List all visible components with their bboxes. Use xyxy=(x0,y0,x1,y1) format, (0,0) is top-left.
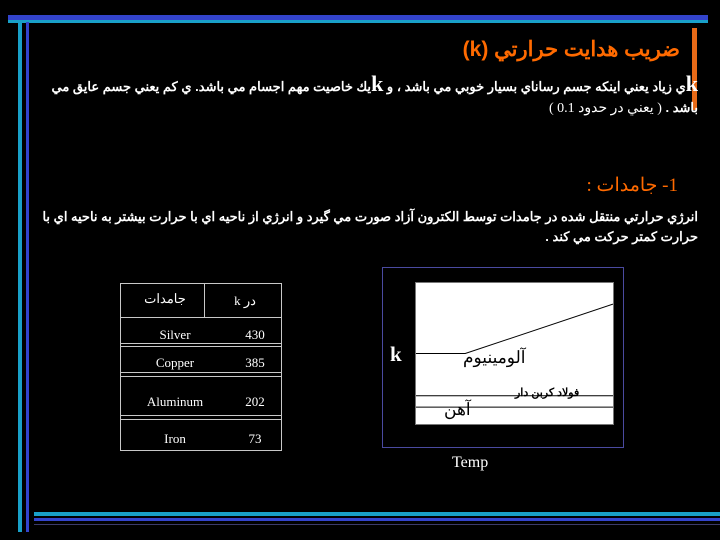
frame-left-accent xyxy=(18,22,22,532)
section-heading: 1- جامدات : xyxy=(586,175,678,196)
table-cell-name: Iron xyxy=(135,431,215,447)
table-header-material: جامدات xyxy=(130,291,200,307)
table-cell-name: Aluminum xyxy=(141,394,209,410)
frame-bottom-accent xyxy=(34,512,720,516)
chart-series-label-aluminum: آلومينيوم xyxy=(463,348,526,368)
table-header-k: k در xyxy=(212,293,278,309)
intro-paragraph xyxy=(30,73,698,119)
table-cell-name: Silver xyxy=(135,327,215,343)
intro-part-3: يك خاصيت مهم اجسام مي باشد. xyxy=(191,79,372,94)
k-symbol-1: k xyxy=(685,71,698,96)
frame-left-line xyxy=(26,22,29,532)
section-text: انرژي حرارتي منتقل شده در جامدات توسط الكترون آزاد صورت مي گيرد و انرژي از ناحيه اي با حرارت بيشتر به ناحيه اي با حرارت كمتر حركت مي كند . xyxy=(42,209,698,244)
intro-part-1: ي زياد يعني اينكه جسم رساناي بسيار خوبي مي باشد ، و xyxy=(383,79,686,94)
chart-series-label-iron: آهن xyxy=(444,400,471,420)
frame-bottom-thin xyxy=(34,524,720,525)
frame-top-accent xyxy=(8,20,708,23)
table-cell-k: 430 xyxy=(230,327,280,343)
intro-note: ( يعني در حدود 0.1 ) xyxy=(548,101,662,116)
frame-bottom-line xyxy=(34,518,720,521)
chart-ylabel: k xyxy=(390,342,402,366)
slide-title: ضريب هدايت حرارتي (k) xyxy=(462,38,680,61)
table-cell-k: 73 xyxy=(230,431,280,447)
table-header-divider xyxy=(204,283,205,317)
k-symbol-2: k xyxy=(371,71,384,96)
table-cell-name: Copper xyxy=(135,355,215,371)
chart-series-label-carbon-steel: فولاد كربن دار xyxy=(515,387,580,399)
table-cell-k: 385 xyxy=(230,355,280,371)
chart-xlabel: Temp xyxy=(452,454,489,471)
series-line-aluminum xyxy=(416,304,613,353)
intro-part-2: ي كم يعني جسم عايق مي باشد . xyxy=(51,79,698,115)
table-cell-k: 202 xyxy=(230,394,280,410)
